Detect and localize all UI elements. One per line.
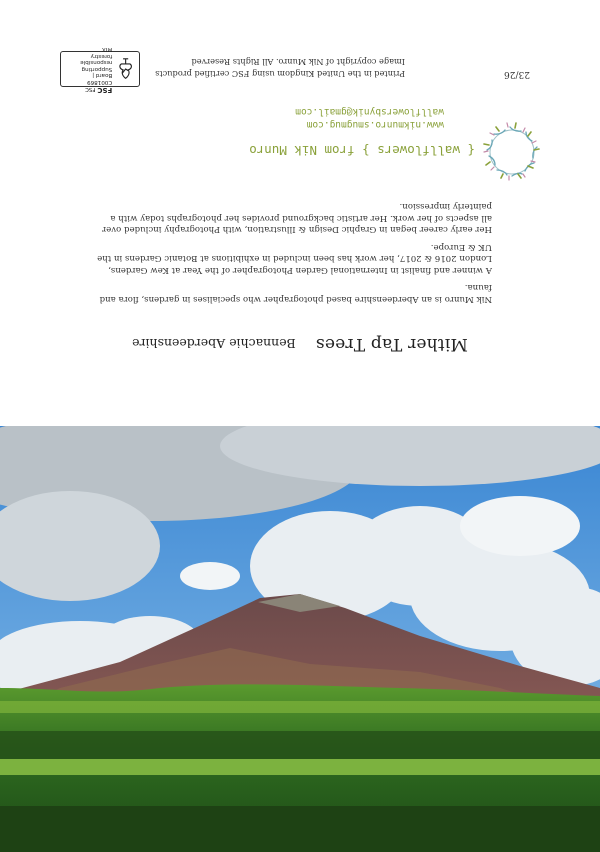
email-link[interactable]: wallflowersbynik@gmail.com — [295, 106, 444, 117]
fsc-label: FSC FSC C001869 — [84, 78, 113, 94]
print-info — [155, 56, 405, 80]
brand-name: { wallflowers } from Nik Munro — [249, 143, 475, 158]
brand-contact — [295, 105, 444, 131]
card-subtitle: Bennachie Aberdeenshire — [132, 336, 296, 351]
fsc-mix: MIX — [101, 46, 113, 53]
fsc-paper-line1: Board | Supporting — [81, 65, 113, 79]
fsc-text — [65, 45, 112, 92]
card-title: Mither Tap Trees — [315, 334, 468, 354]
bennachie-photo-image — [0, 426, 600, 852]
title-row — [0, 334, 600, 354]
bio-paragraph: Her early career began in Graphic Design & Illustration, with Photography included over all aspects of her work. Her artistic background provides her photographs today with a painterly impression. — [102, 201, 492, 235]
fsc-badge — [60, 46, 140, 94]
printed-note: Printed in the United Kingdom using FSC certified products — [155, 69, 405, 79]
photographer-bio — [92, 194, 492, 304]
bio-paragraph: A winner and finalist in International Garden Photographer of the Year at Kew Gardens, London 2016 & 2017, her work has been included in exhibitions at Botanic Gardens in the UK & Europe. — [97, 242, 492, 275]
card-code: 23/26 — [504, 69, 530, 79]
fsc-tree-icon — [116, 55, 135, 83]
website-link[interactable]: www.nikmunro.smugmug.com — [306, 119, 444, 130]
landscape-photo — [0, 426, 600, 852]
wreath-logo-icon — [479, 114, 545, 188]
fsc-paper-line2: responsible forestry — [80, 52, 113, 66]
bio-paragraph: Nik Munro is an Aberdeenshire based photographer who specialises in gardens, flora and fauna. — [99, 282, 492, 304]
copyright-note: Image copyright of Nik Munro. All Rights Reserved — [191, 57, 405, 67]
